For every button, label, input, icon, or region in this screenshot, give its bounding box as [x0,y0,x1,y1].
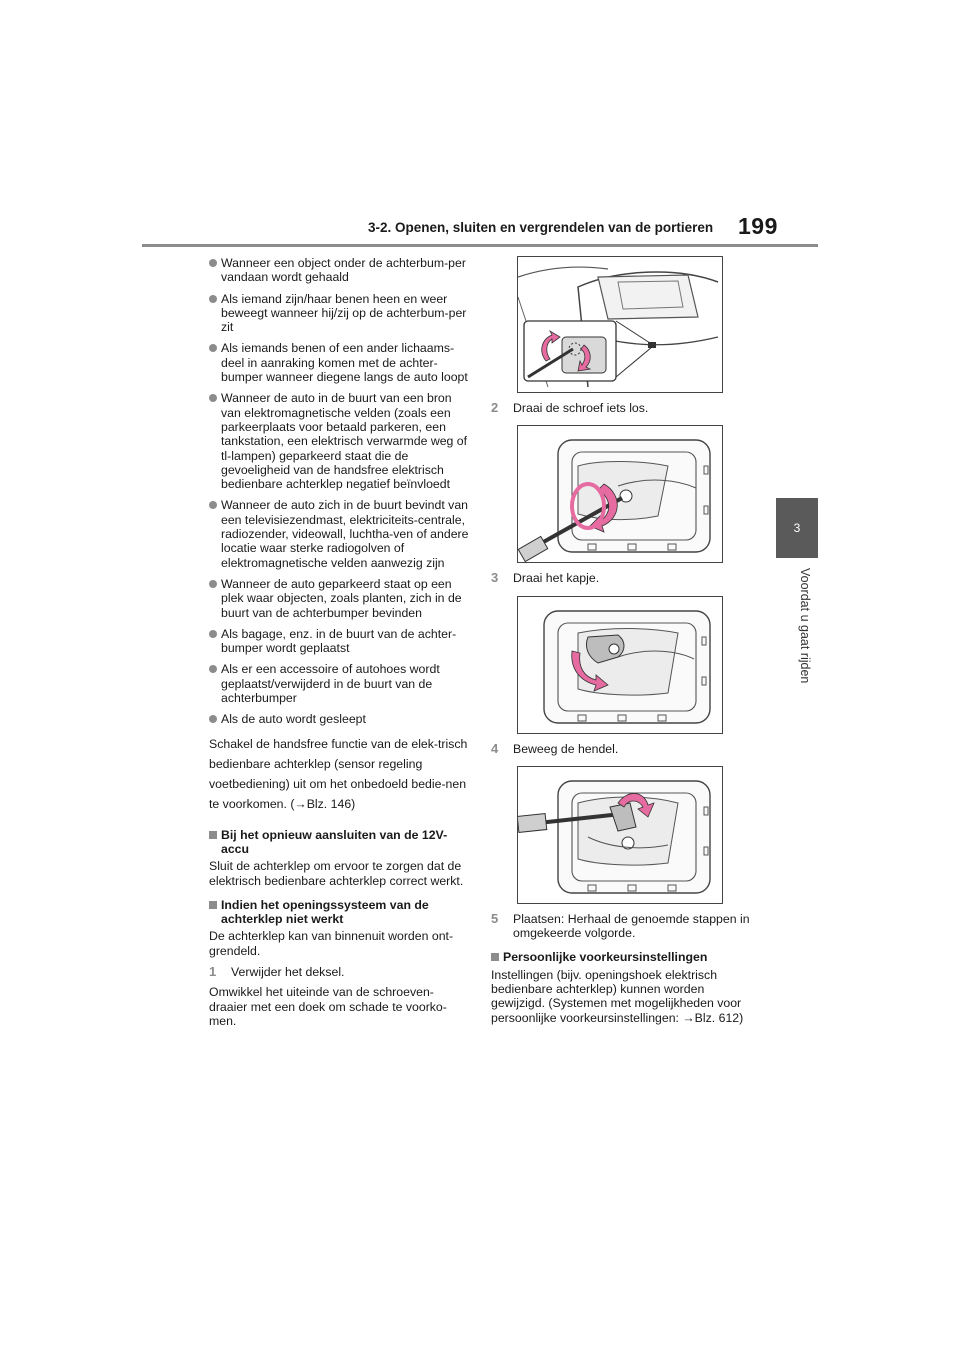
disable-footcontrol-note: Schakel de handsfree functie van de elek-trisch bedienbare achterklep (sensor regeling voetbediening) uit om het onbedoeld bedie-nen te voorkomen. (→Blz. 146) [209,736,468,811]
step-number: 4 [491,740,499,756]
bullet-item: Wanneer de auto zich in de buurt bevindt van een televisiezendmast, elektriciteits-centrale, radiozender, videowall, luchtha-ven of andere locatie waar sterke radiogolven of elektromagnetische velden aanwezig zijn [209,498,471,569]
step-item: 4 Beweeg de hendel. [491,740,619,756]
heading-square-icon [209,901,217,909]
right-column [491,256,755,1032]
bullet-dot-icon [209,394,217,402]
bullet-item: Als er een accessoire of autohoes wordt geplaatst/verwijderd in de buurt van de achterbumper [209,662,471,705]
heading-square-icon [209,831,217,839]
bullet-dot-icon [209,630,217,638]
step-number: 5 [491,910,499,926]
step-item: 3 Draai het kapje. [491,570,600,586]
bullet-dot-icon [209,259,217,267]
section-heading-personal-settings: Persoonlijke voorkeursinstellingen [491,950,755,964]
tailgate-illustration [518,257,722,392]
figure-remove-cover [517,256,723,393]
step-number: 3 [491,570,499,586]
move-lever-illustration [518,767,722,903]
bullet-dot-icon [209,715,217,723]
bullet-item: Wanneer de auto geparkeerd staat op een plek waar objecten, zoals planten, zich in de buurt van de achterbumper bevinden [209,577,471,620]
bullet-item: Als bagage, enz. in de buurt van de achter-bumper wordt geplaatst [209,627,471,656]
bullet-dot-icon [209,295,217,303]
figure-move-lever [517,766,723,904]
bullet-dot-icon [209,580,217,588]
heading-square-icon [491,953,499,961]
figure-rotate-cap [517,596,723,734]
left-column [209,256,471,1035]
rotate-cap-illustration [518,597,722,733]
step-number: 2 [491,400,499,415]
step-item: 5 Plaatsen: Herhaal de genoemde stappen in omgekeerde volgorde. [491,910,750,941]
chapter-label: Voordat u gaat rijden [798,568,812,684]
header-divider [142,244,818,247]
screwdriver-note: Omwikkel het uiteinde van de schroeven-draaier met een doek om schade te voorko-men. [209,985,447,1028]
section-heading-12v: Bij het opnieuw aansluiten van de 12V-accu [209,828,471,857]
bullet-item: Wanneer een object onder de achterbum-per vandaan wordt gehaald [209,256,471,285]
step-number: 1 [209,963,217,979]
step-item: 2 Draai de schroef iets los. [491,400,649,415]
chapter-number: 3 [793,521,801,535]
bullet-dot-icon [209,501,217,509]
chapter-tab [776,498,818,558]
bullet-dot-icon [209,665,217,673]
loosen-screw-illustration [518,426,722,562]
section-heading-opening-system: Indien het openingssysteem van de achterklep niet werkt [209,898,471,927]
section-text-opening-system: De achterklep kan van binnenuit worden ont-grendeld. [209,929,454,958]
bullet-item: Als de auto wordt gesleept [209,712,471,726]
section-text-12v: Sluit de achterklep om ervoor te zorgen dat de elektrisch bedienbare achterklep correct werkt. [209,859,464,888]
bullet-item: Wanneer de auto in de buurt van een bron van elektromagnetische velden (zoals een parkeerplaats voor betaald parkeren, een tankstation, een elektrisch verwarmde weg of tl-lampen) geparkeerd staat die de gevoeligheid van de handsfree elektrisch bedienbare achterklep negatief beïnvloedt [209,391,471,491]
bullet-item: Als iemand zijn/haar benen heen en weer beweegt wanneer hij/zij op de achterbum-per zit [209,292,471,335]
bullet-dot-icon [209,344,217,352]
page-header-title: 3-2. Openen, sluiten en vergrendelen van de portieren [368,220,714,235]
bullet-item: Als iemands benen of een ander lichaams-deel in aanraking komen met de achter-bumper wanneer diegene langs de auto loopt [209,341,471,384]
step-item: 1 Verwijder het deksel. [209,963,345,979]
section-text-personal-settings: Instellingen (bijv. openingshoek elektrisch bedienbare achterklep) kunnen worden gewijzigd. (Systemen met mogelijkheden voor persoonlijke voorkeursinstellingen: →Blz. 612) [491,967,744,1025]
figure-loosen-screw [517,425,723,563]
page-number: 199 [738,213,778,239]
